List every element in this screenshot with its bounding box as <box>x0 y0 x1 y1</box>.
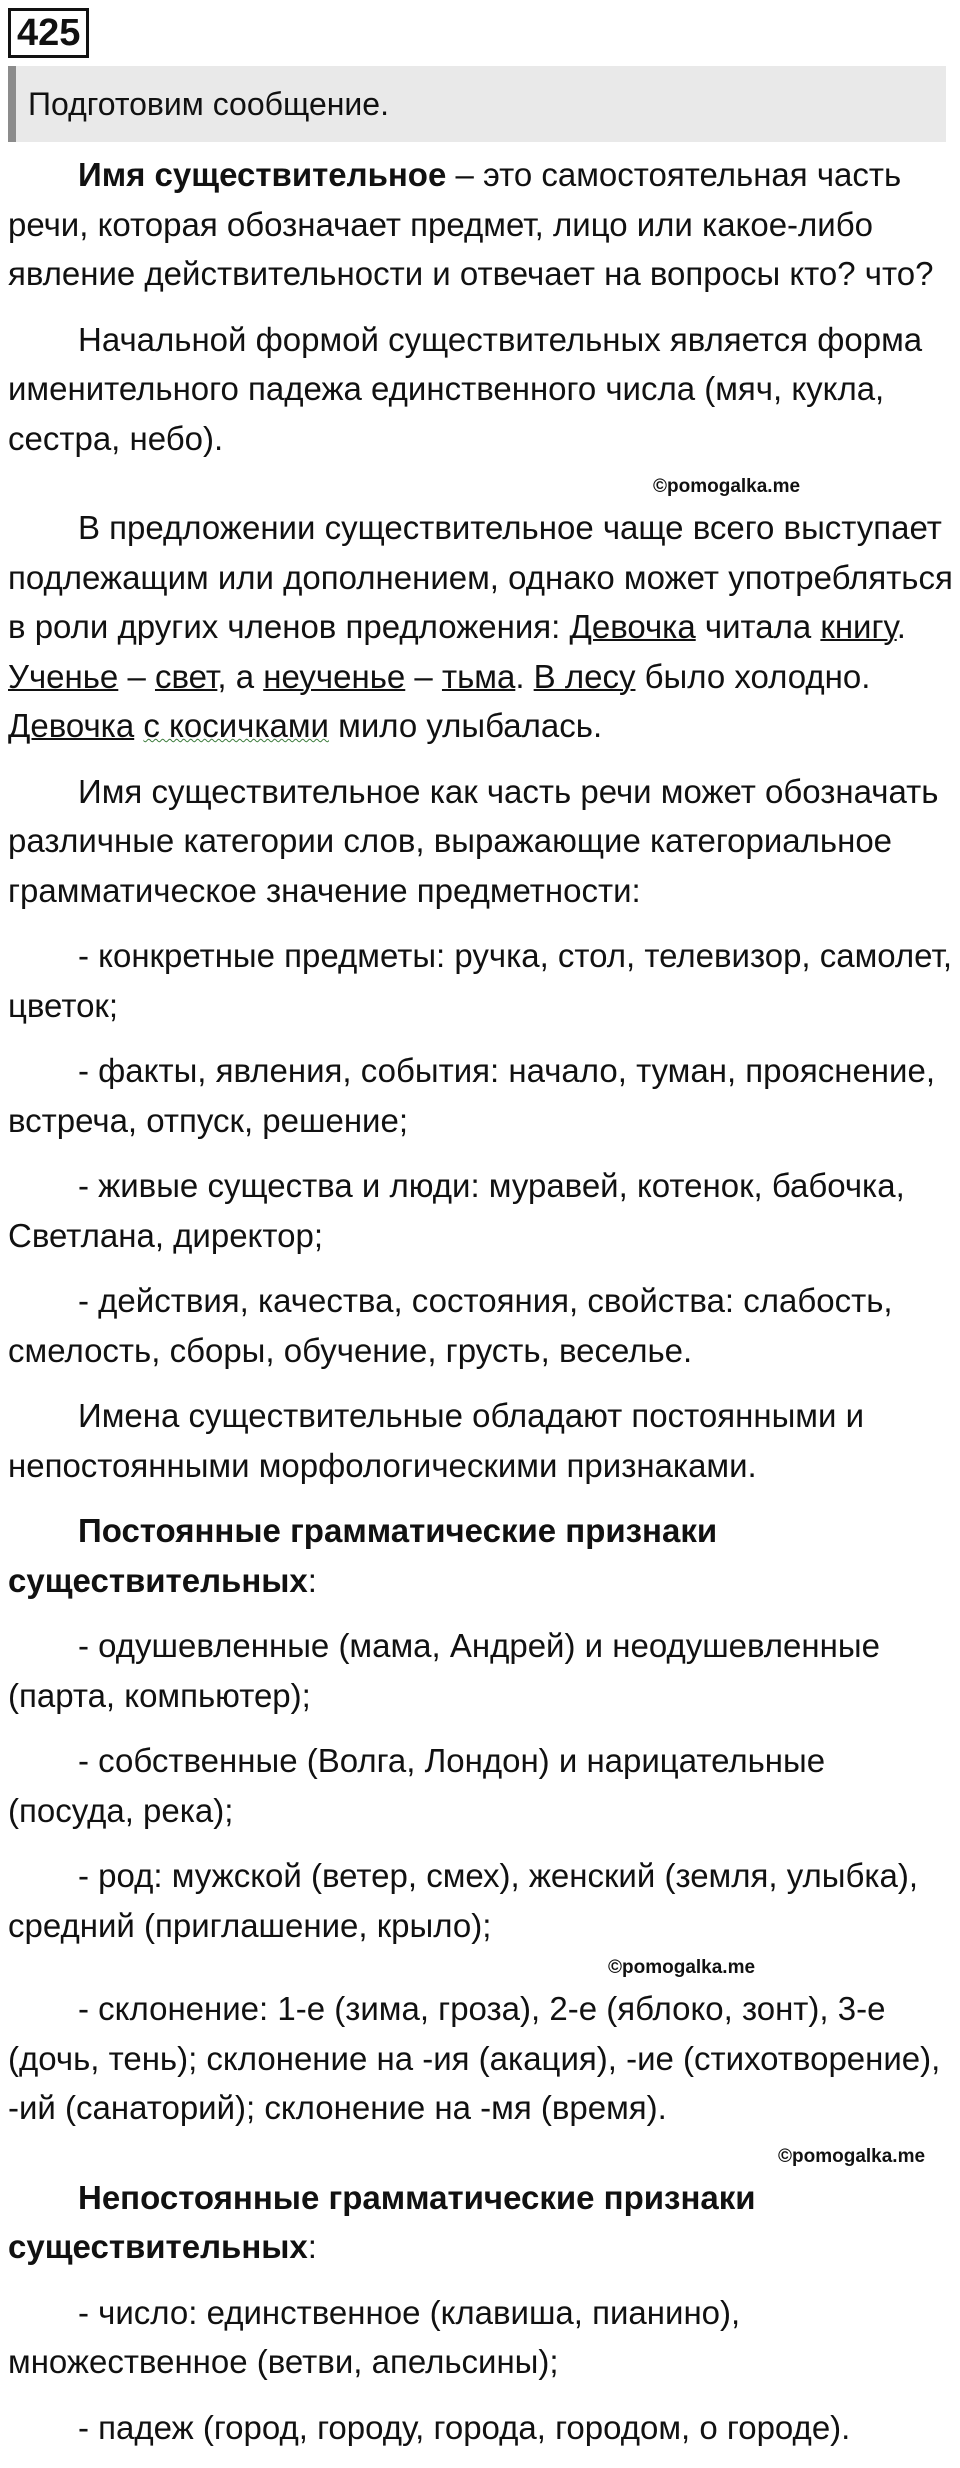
constant-feature-item: - одушевленные (мама, Андрей) и неодушевленные (парта, компьютер); <box>8 1627 880 1714</box>
variable-feature-item: - падеж (город, городу, города, городом, о городе). <box>78 2408 851 2446</box>
example-predicate: свет <box>154 657 218 695</box>
task-instruction <box>8 66 946 142</box>
example-subject: неученье <box>263 657 406 695</box>
features-intro: Имена существительные обладают постоянными и непостоянными морфологическими признаками. <box>8 1397 865 1484</box>
article <box>8 150 953 2468</box>
example-object: книгу <box>820 608 897 645</box>
example-subject: Ученье <box>8 657 119 695</box>
constant-feature-item: - склонение: 1-е (зима, гроза), 2-е (яблоко, зонт), 3-е (дочь, тень); склонение на -ия (акация), -ие (стихотворение), -ий (санаторий); склонение на -мя (время). <box>8 1990 941 2126</box>
task-instruction-text: Подготовим сообщение. <box>28 85 389 122</box>
example-attribute: с косичками <box>143 707 329 744</box>
variable-feature-item: - число: единственное (клавиша, пианино), множественное (ветви, апельсины); <box>8 2293 741 2380</box>
variable-features-heading: Непостоянные грамматические признаки существительных: <box>8 2178 756 2265</box>
task-number: 425 <box>8 8 89 58</box>
example-predicate: тьма <box>441 657 516 695</box>
category-item: - действия, качества, состояния, свойства: слабость, смелость, сборы, обучение, грусть, веселье. <box>8 1282 893 1369</box>
category-item: - факты, явления, события: начало, туман, прояснение, встреча, отпуск, решение; <box>8 1052 935 1139</box>
category-item: - конкретные предметы: ручка, стол, телевизор, самолет, цветок; <box>8 937 953 1024</box>
initial-form-paragraph: Начальной формой существительных является форма именительного падежа единственного числа (мяч, кукла, сестра, небо). <box>8 320 923 457</box>
example-subject: Девочка <box>569 608 696 645</box>
constant-features-heading: Постоянные грамматические признаки существительных: <box>8 1512 718 1599</box>
categories-intro: Имя существительное как часть речи может обозначать различные категории слов, выражающие категориальное грамматическое значение предметности: <box>8 772 939 909</box>
watermark: ©pomogalka.me <box>778 2145 926 2167</box>
constant-feature-item: - род: мужской (ветер, смех), женский (земля, улыбка), средний (приглашение, крыло); <box>8 1857 919 1944</box>
category-item: - живые существа и люди: муравей, котенок, бабочка, Светлана, директор; <box>8 1167 905 1254</box>
definition-text: – это самостоятельная часть речи, которая обозначает предмет, лицо или какое-либо явление действительности и отвечает на вопросы кто? что? <box>8 156 934 292</box>
syntax-paragraph: В предложении существительное чаще всего выступает подлежащим или дополнением, однако может употребляться в роли других членов предложения: Девочка читала книгу. Ученье – свет, а неученье – тьма. В лесу было холодно. Девочка с косичками мило улыбалась. <box>8 509 953 744</box>
example-subject: Девочка <box>8 707 135 744</box>
example-adverbial: В лесу <box>533 657 636 695</box>
definition-term: Имя существительное <box>78 156 447 193</box>
watermark: ©pomogalka.me <box>608 1957 756 1978</box>
watermark: ©pomogalka.me <box>653 476 801 497</box>
definition-paragraph <box>8 150 953 299</box>
constant-feature-item: - собственные (Волга, Лондон) и нарицательные (посуда, река); <box>8 1742 826 1829</box>
